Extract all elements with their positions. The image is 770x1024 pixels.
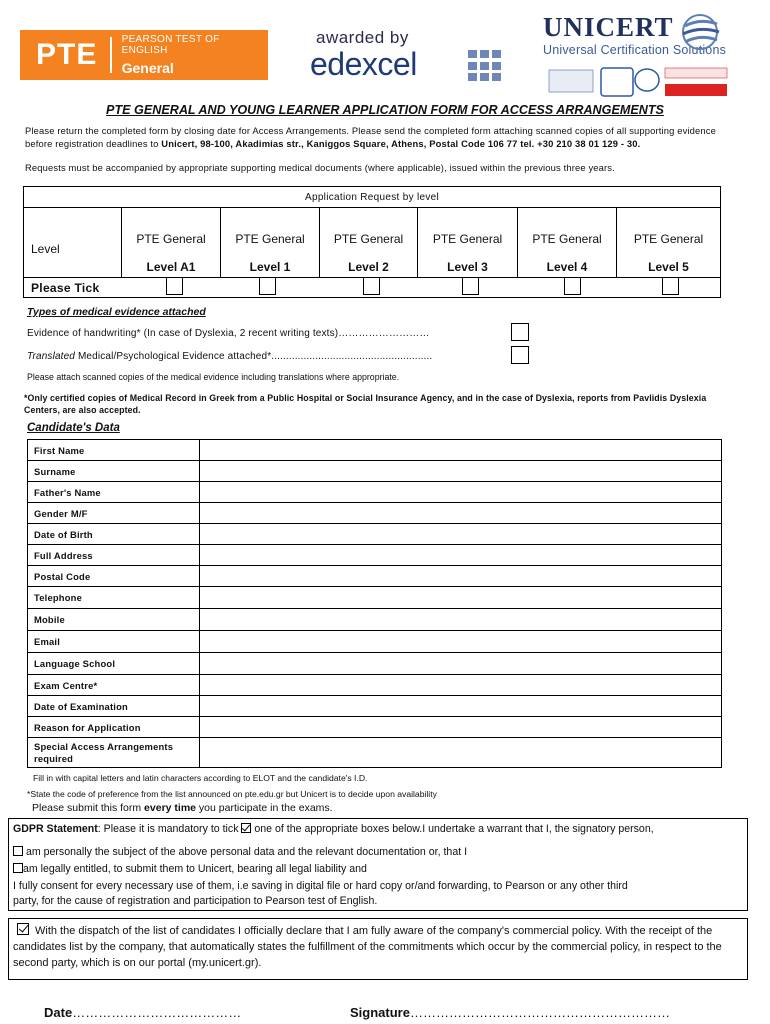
accreditation-badges-icon: [543, 66, 733, 100]
state-code-note: *State the code of preference from the list announced on pte.edu.gr but Unicert is to decide upon availability: [27, 789, 437, 799]
table-row: [28, 524, 722, 545]
level-column: [418, 208, 518, 278]
exam-level: Level 3: [447, 260, 488, 274]
exam-level: Level 1: [249, 260, 291, 274]
gdpr-option-1-text: am personally the subject of the above personal data and the relevant documentation or, that I: [23, 846, 468, 858]
edexcel-wordmark: edexcel: [310, 46, 417, 82]
pte-logo-text: [122, 34, 268, 76]
intro-text-part: Please return the completed form by closing date for Access Arrangements. Please send the completed form attaching scanned copies of all supporting evidence before registration deadlines to: [25, 125, 716, 149]
table-row: [28, 545, 722, 566]
fill-in-note: Fill in with capital letters and latin characters according to ELOT and the candidate's I.D.: [33, 773, 368, 783]
exam-level: Level 5: [648, 260, 689, 274]
table-row: [28, 587, 722, 609]
gdpr-statement-box: [8, 818, 748, 911]
gdpr-text: one of the appropriate boxes below.I undertake a warrant that I, the signatory person,: [251, 823, 654, 835]
requests-note: Requests must be accompanied by appropriate supporting medical documents (where applicable), issued within the previous three years.: [25, 162, 615, 173]
translated-word: Translated: [27, 351, 76, 362]
exam-centre-field[interactable]: [200, 675, 722, 696]
field-label: Special Access Arrangements required: [28, 738, 200, 768]
date-field[interactable]: [44, 1005, 241, 1020]
submit-note-pre: Please submit this form: [32, 802, 145, 814]
checkmark-icon: [241, 823, 251, 833]
table-row: [28, 717, 722, 738]
gdpr-consent-line-2: party, for the cause of registration and participation to Pearson test of English.: [13, 895, 378, 907]
exam-name: PTE General: [432, 232, 503, 246]
exam-name: PTE General: [333, 232, 404, 246]
table-row: [28, 738, 722, 768]
gdpr-line: [13, 823, 654, 835]
level-column: [617, 208, 720, 278]
handwriting-evidence-checkbox[interactable]: [511, 323, 529, 341]
please-tick-label: Please Tick: [31, 281, 100, 295]
unicert-subtitle: Universal Certification Solutions: [543, 43, 727, 57]
level-column: [518, 208, 617, 278]
pte-logo-line1: PEARSON TEST OF ENGLISH: [121, 34, 220, 56]
exam-level: Level 2: [348, 260, 389, 274]
date-dots: …………………………………: [72, 1005, 242, 1020]
intro-text: [25, 124, 745, 150]
signature-dots: ……………………………………………………: [409, 1005, 670, 1020]
gender-field[interactable]: [200, 503, 722, 524]
first-name-field[interactable]: [200, 440, 722, 461]
form-title: PTE GENERAL AND YOUNG LEARNER APPLICATION FORM FOR ACCESS ARRANGEMENTS: [106, 103, 664, 117]
signature-label: Signature: [350, 1005, 410, 1020]
translated-evidence-checkbox[interactable]: [511, 346, 529, 364]
attach-note: Please attach scanned copies of the medical evidence including translations where appropriate.: [27, 372, 400, 382]
tick-checkbox-level-1[interactable]: [259, 277, 276, 295]
table-row: [28, 440, 722, 461]
date-label: Date: [44, 1005, 73, 1020]
gdpr-text: : Please it is mandatory to tick: [97, 823, 242, 835]
field-label: Email: [28, 631, 200, 653]
pte-logo-divider: [110, 37, 112, 73]
level-column: [221, 208, 320, 278]
application-table: [23, 186, 721, 298]
tick-checkbox-level-4[interactable]: [564, 277, 581, 295]
medical-evidence-title: Types of medical evidence attached: [27, 306, 206, 318]
table-row: [28, 503, 722, 524]
submit-note-post: you participate in the exams.: [196, 802, 333, 814]
handwriting-evidence-label: Evidence of handwriting* (In case of Dyslexia, 2 recent writing texts)………………………: [27, 328, 430, 339]
field-label: Mobile: [28, 609, 200, 631]
signature-field[interactable]: [350, 1005, 670, 1020]
field-label: Surname: [28, 461, 200, 482]
field-label: Date of Examination: [28, 696, 200, 717]
field-label: Father's Name: [28, 482, 200, 503]
level-label: Level: [24, 208, 122, 278]
candidate-data-title: Candidate's Data: [27, 422, 120, 434]
dispatch-declaration-box: [8, 918, 748, 980]
date-of-birth-field[interactable]: [200, 524, 722, 545]
date-of-examination-field[interactable]: [200, 696, 722, 717]
gdpr-label: GDPR Statement: [13, 823, 98, 835]
gdpr-option-2-text: am legally entitled, to submit them to Unicert, bearing all legal liability and: [23, 863, 367, 875]
candidate-data-table: [27, 439, 722, 768]
translated-evidence-rest: Medical/Psychological Evidence attached*.......................................................: [75, 351, 433, 362]
gdpr-option-1: [13, 846, 467, 858]
surname-field[interactable]: [200, 461, 722, 482]
tick-checkbox-level-5[interactable]: [662, 277, 679, 295]
reason-for-application-field[interactable]: [200, 717, 722, 738]
table-row: [28, 631, 722, 653]
tick-checkbox-level-2[interactable]: [363, 277, 380, 295]
gdpr-consent-line-1: I fully consent for every necessary use of them, i.e saving in digital file or hard copy or/and forwarding, to Pearson or any other third: [13, 880, 628, 892]
table-row: [28, 653, 722, 675]
table-row: [28, 482, 722, 503]
field-label: Full Address: [28, 545, 200, 566]
field-label: Telephone: [28, 587, 200, 609]
email-field[interactable]: [200, 631, 722, 653]
field-label: First Name: [28, 440, 200, 461]
gdpr-option-2: [13, 863, 367, 875]
intro-address: Unicert, 98-100, Akadimias str., Kaniggos Square, Athens, Postal Code 106 77 tel. +30 210 38 01 129 - 30.: [161, 138, 641, 149]
pte-logo-line2: General: [121, 60, 174, 76]
table-row: [28, 461, 722, 482]
pte-logo-mark: PTE: [36, 38, 98, 71]
exam-name: PTE General: [235, 232, 305, 246]
certified-copies-note: *Only certified copies of Medical Record in Greek from a Public Hospital or Social Insurance Agency, and in the case of Dyslexia, reports from Pavlidis Dyslexia Centers, are also accepted.: [24, 393, 707, 415]
exam-name: PTE General: [136, 232, 206, 246]
level-column: [320, 208, 418, 278]
telephone-field[interactable]: [200, 587, 722, 609]
awarded-by-text: awarded by: [316, 28, 409, 47]
exam-level: Level 4: [546, 260, 588, 274]
table-row: [28, 609, 722, 631]
unicert-globe-icon: [677, 12, 723, 52]
table-row: [28, 696, 722, 717]
legally-entitled-checkbox[interactable]: [13, 863, 23, 873]
submit-note: [32, 802, 333, 814]
unicert-wordmark: UNICERT: [543, 12, 674, 42]
language-school-field[interactable]: [200, 653, 722, 675]
tick-checkbox-level-a1[interactable]: [166, 277, 183, 295]
application-header: Application Request by level: [24, 187, 720, 208]
exam-name: PTE General: [532, 232, 602, 246]
exam-level: Level A1: [146, 260, 196, 274]
edexcel-logo: [310, 28, 510, 84]
pte-logo: [20, 30, 268, 80]
dispatch-declaration-text: With the dispatch of the list of candidates I officially declare that I am fully aware of the company's commercial policy. With the receipt of the candidates list by the company, that automatically states the fulfillment of the commitments which occur by the commercial policy, in respect to the second party, which is on our portal (my.unicert.gr).: [13, 925, 722, 969]
tick-checkbox-level-3[interactable]: [462, 277, 479, 295]
submit-note-bold: every time: [144, 802, 196, 814]
table-row: [28, 675, 722, 696]
full-address-field[interactable]: [200, 545, 722, 566]
field-label: Reason for Application: [28, 717, 200, 738]
table-row: [28, 566, 722, 587]
level-column: [122, 208, 221, 278]
postal-code-field[interactable]: [200, 566, 722, 587]
translated-evidence-label: [27, 351, 432, 362]
edexcel-dots-icon: [468, 50, 502, 82]
field-label: Exam Centre*: [28, 675, 200, 696]
personal-subject-checkbox[interactable]: [13, 846, 23, 856]
special-access-arrangements-field[interactable]: [200, 738, 722, 768]
fathers-name-field[interactable]: [200, 482, 722, 503]
dispatch-declaration-checkbox[interactable]: [17, 923, 29, 935]
field-label: Date of Birth: [28, 524, 200, 545]
unicert-logo: [543, 12, 733, 92]
field-label: Gender M/F: [28, 503, 200, 524]
exam-name: PTE General: [633, 232, 704, 246]
mobile-field[interactable]: [200, 609, 722, 631]
field-label: Postal Code: [28, 566, 200, 587]
field-label: Language School: [28, 653, 200, 675]
